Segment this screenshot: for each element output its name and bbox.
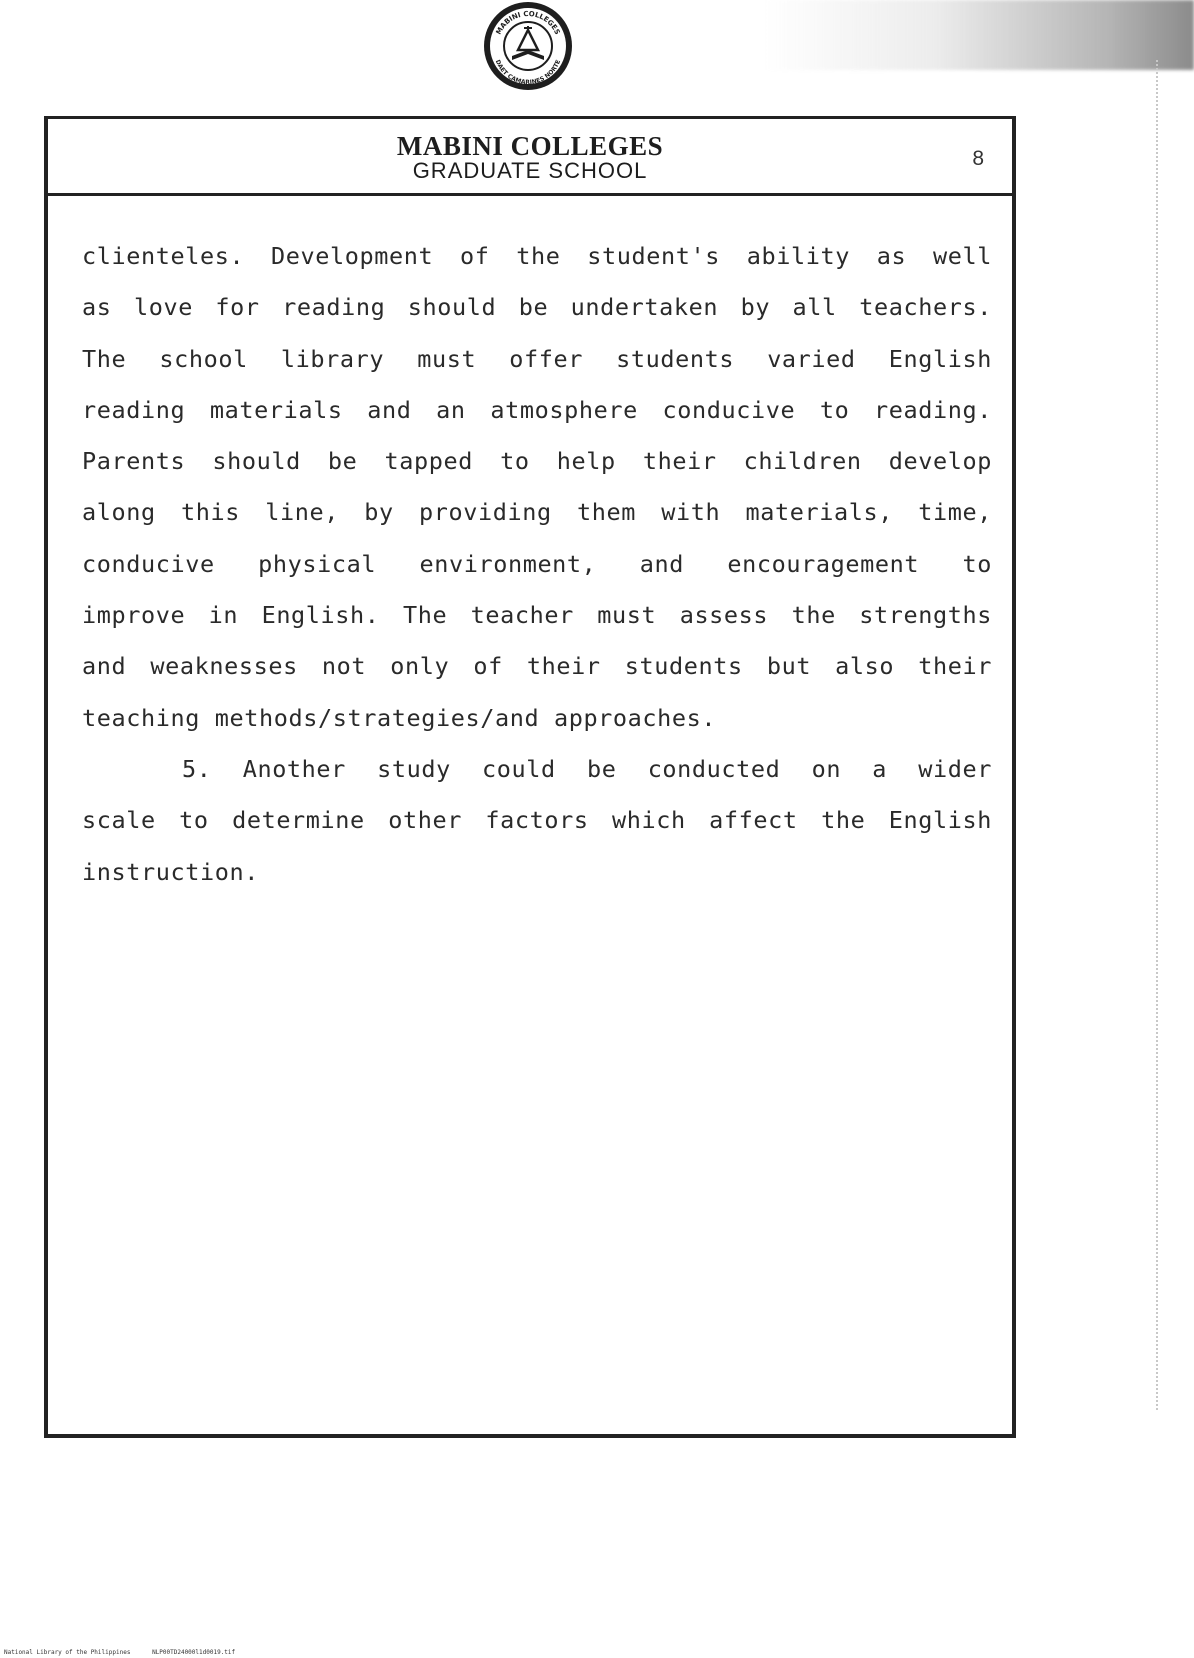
seal-text-bottom: DAET CAMARINES NORTE [493, 58, 563, 87]
text-line: teaching methods/strategies/and approaches. [82, 703, 717, 732]
text-line: along this line, by providing them with materials, time, [82, 498, 992, 527]
page-number: 8 [972, 147, 984, 170]
text-line: as love for reading should be undertaken by all teachers. [82, 293, 992, 322]
body-text [82, 231, 992, 898]
institution-name: MABINI COLLEGES [396, 131, 664, 161]
text-line: reading materials and an atmosphere conducive to reading. [82, 395, 992, 424]
scan-shadow [764, 0, 1194, 70]
text-line: Parents should be tapped to help their children develop [82, 447, 992, 476]
text-line: and weaknesses not only of their students but also their [82, 652, 992, 681]
text-line: conducive physical environment, and encouragement to [82, 549, 992, 578]
college-seal-icon [468, 0, 588, 92]
footer-file-id: NLP00TD24000l1d0019.tif [152, 1649, 236, 1656]
seal-text-top: MABINI COLLEGES [494, 9, 562, 36]
school-name: GRADUATE SCHOOL [412, 158, 648, 183]
footer-library: National Library of the Philippines [4, 1649, 131, 1656]
text-line: scale to determine other factors which affect the English [82, 806, 992, 835]
text-line: clienteles. Development of the student's ability as well [82, 242, 992, 270]
scan-edge-marks [1152, 60, 1158, 1410]
page-frame [44, 116, 1016, 1438]
text-line: instruction. [82, 857, 259, 886]
recommendation-5-line: 5. Another study could be conducted on a wider [182, 754, 992, 783]
letterhead [48, 119, 1012, 196]
text-line: improve in English. The teacher must assess the strengths [82, 601, 992, 630]
scan-footer [4, 1649, 253, 1656]
text-line: The school library must offer students varied English [82, 344, 992, 373]
